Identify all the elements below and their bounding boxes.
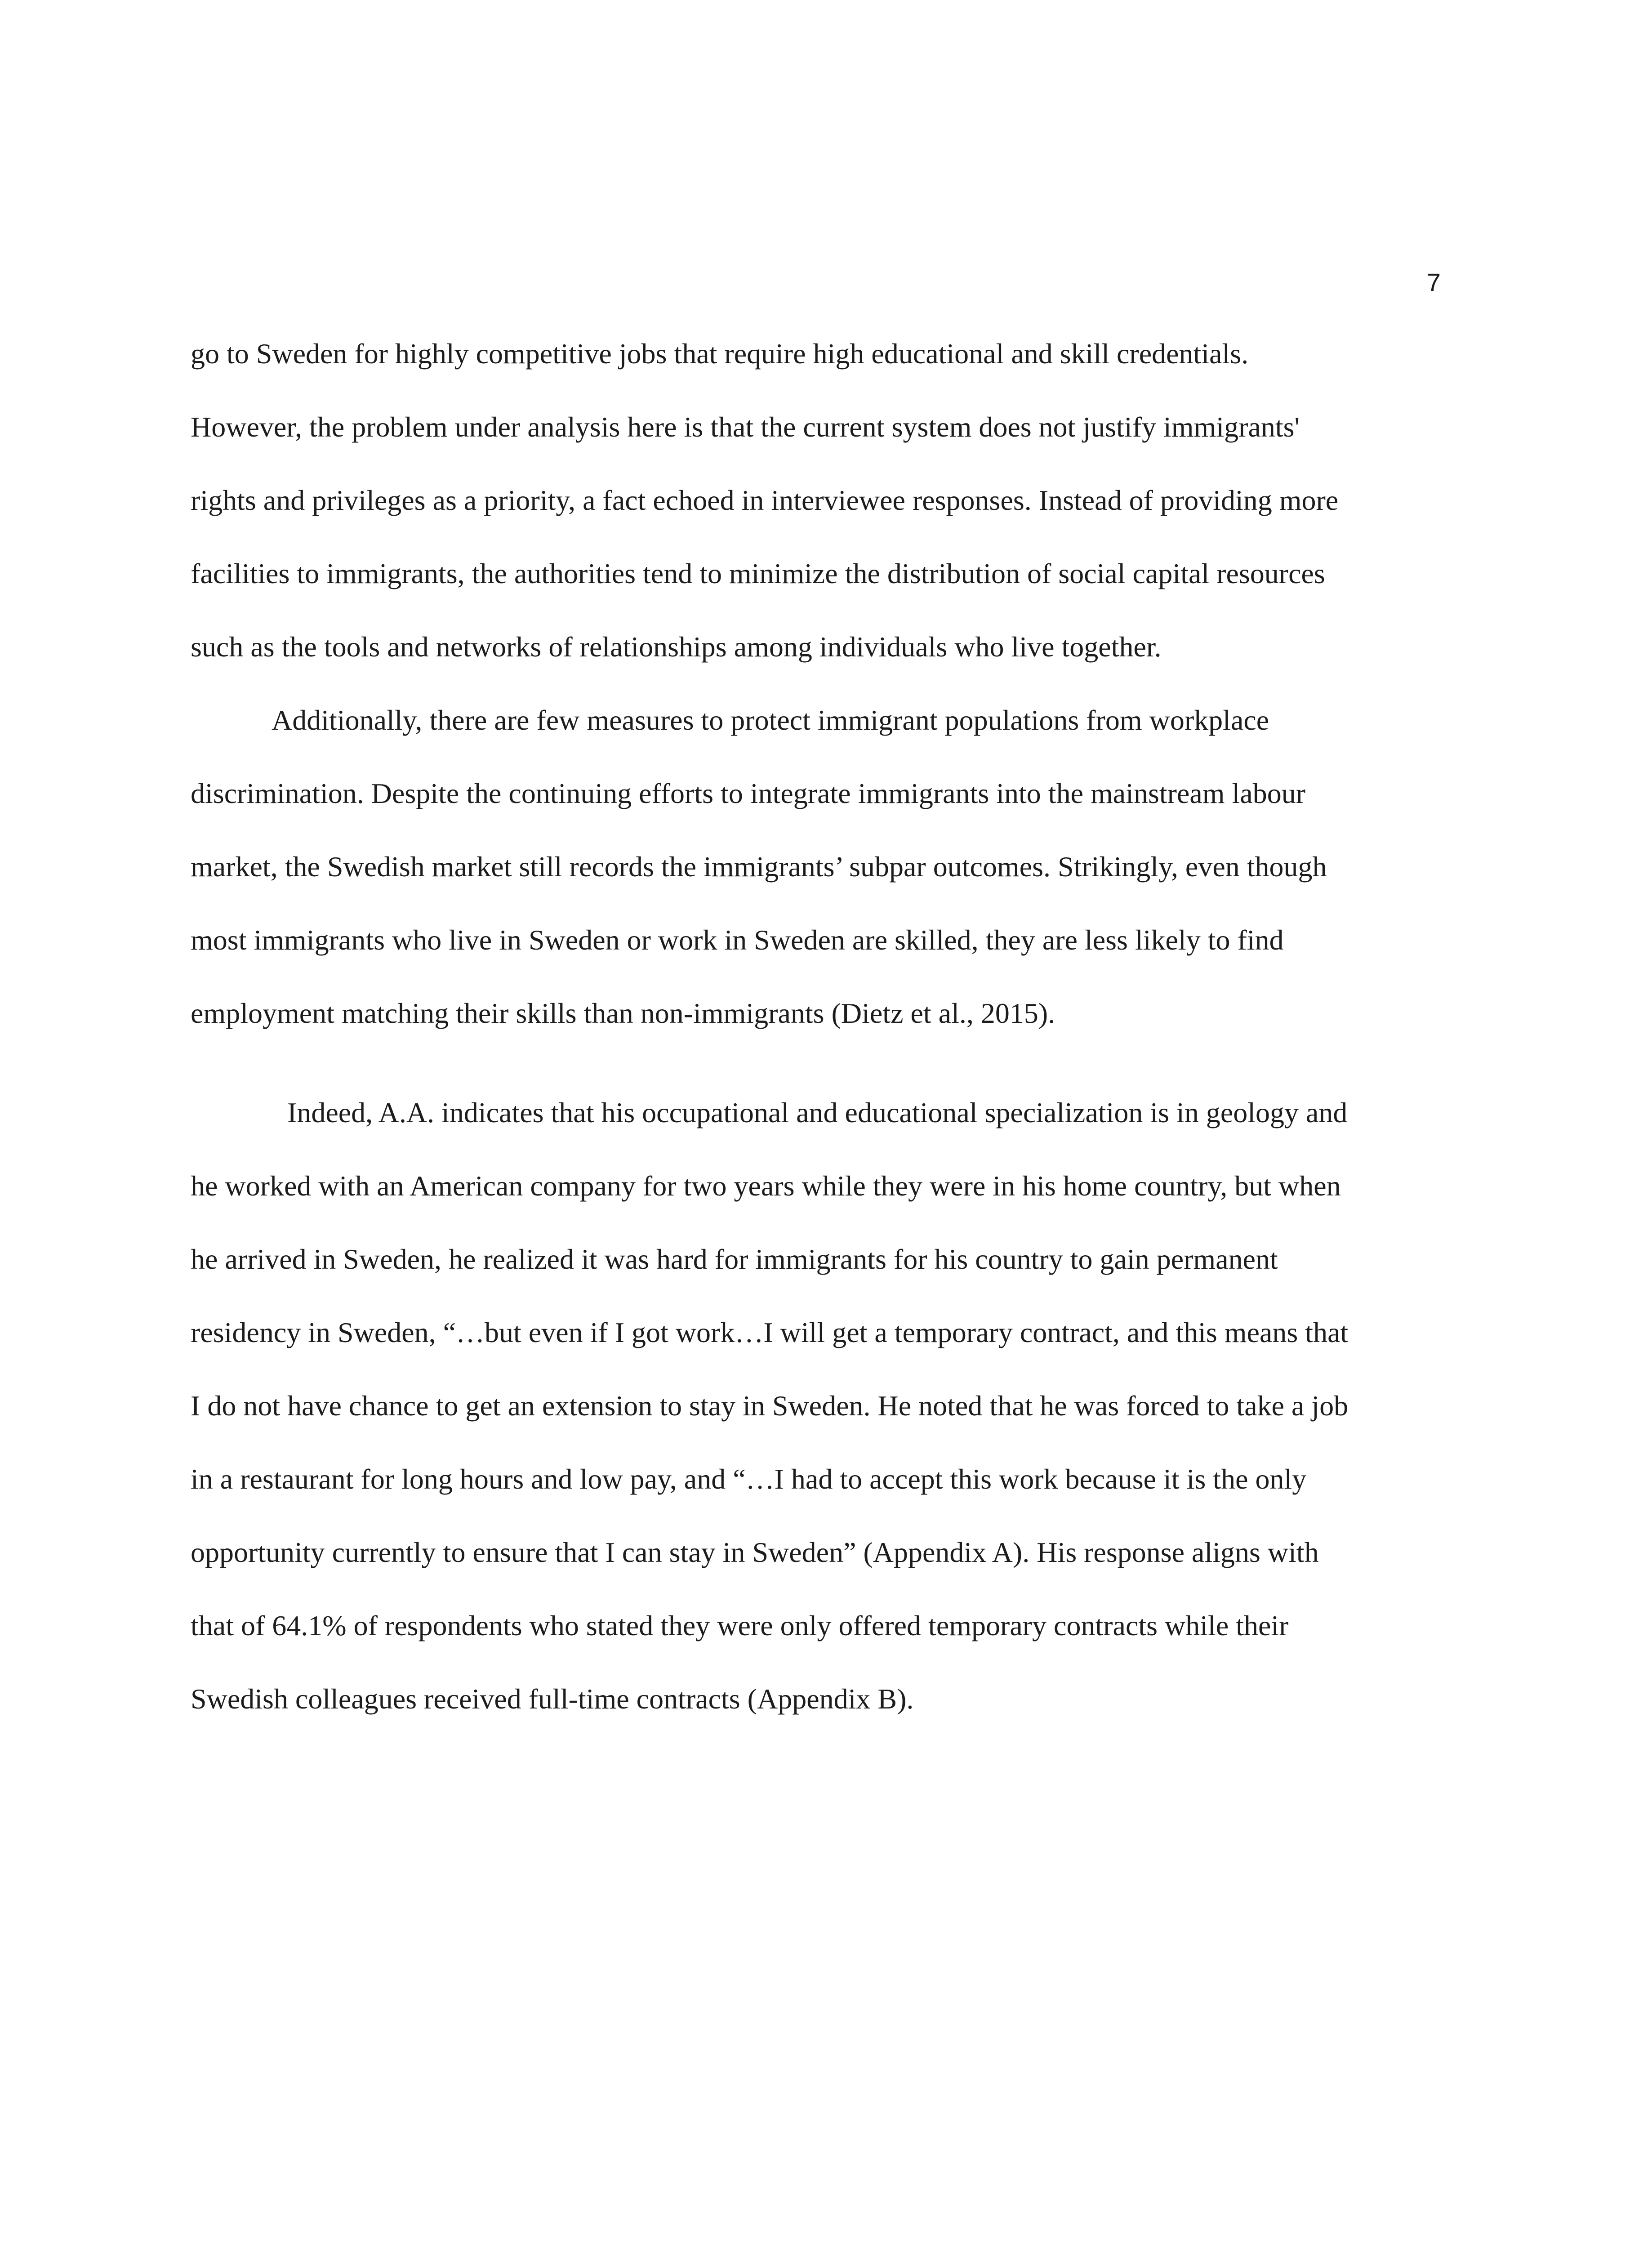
paragraph-line: that of 64.1% of respondents who stated they were only offered temporary contracts while their: [191, 1610, 1289, 1641]
body-text: [191, 317, 1485, 1735]
paragraph-line: go to Sweden for highly competitive jobs that require high educational and skill credentials.: [191, 338, 1249, 370]
paragraph-line: discrimination. Despite the continuing efforts to integrate immigrants into the mainstream labour: [191, 777, 1306, 809]
paragraph-line: market, the Swedish market still records the immigrants’ subpar outcomes. Strikingly, even though: [191, 851, 1327, 883]
paragraph-line: Additionally, there are few measures to protect immigrant populations from workplace: [272, 704, 1269, 736]
paragraph-line: residency in Sweden, “…but even if I got work…I will get a temporary contract, and this means that: [191, 1316, 1349, 1348]
paragraph-line: I do not have chance to get an extension to stay in Sweden. He noted that he was forced to take a job: [191, 1390, 1349, 1422]
paragraph-line: he arrived in Sweden, he realized it was hard for immigrants for his country to gain permanent: [191, 1243, 1278, 1275]
paragraph-line: in a restaurant for long hours and low pay, and “…I had to accept this work because it is the only: [191, 1463, 1307, 1495]
paragraph-line: most immigrants who live in Sweden or work in Sweden are skilled, they are less likely to find: [191, 924, 1284, 956]
paragraph-1: [191, 317, 1485, 683]
paragraph-line: facilities to immigrants, the authorities tend to minimize the distribution of social capital resources: [191, 558, 1325, 589]
paragraph-line: However, the problem under analysis here is that the current system does not justify immigrants': [191, 411, 1300, 443]
paragraph-line: rights and privileges as a priority, a fact echoed in interviewee responses. Instead of providing more: [191, 484, 1339, 516]
paragraph-line: Swedish colleagues received full-time contracts (Appendix B).: [191, 1683, 914, 1715]
paragraph-line: such as the tools and networks of relationships among individuals who live together.: [191, 631, 1162, 663]
paragraph-line: Indeed, A.A. indicates that his occupational and educational specialization is in geology and: [287, 1097, 1348, 1128]
paragraph-3: [191, 1076, 1485, 1735]
page-number: 7: [1426, 268, 1441, 296]
paragraph-line: employment matching their skills than non-immigrants (Dietz et al., 2015).: [191, 997, 1055, 1029]
paragraph-line: opportunity currently to ensure that I can stay in Sweden” (Appendix A). His response aligns with: [191, 1536, 1319, 1568]
paragraph-spacer: [191, 1050, 1485, 1076]
paragraph-2: [191, 683, 1485, 1050]
paragraph-line: he worked with an American company for two years while they were in his home country, but when: [191, 1170, 1341, 1202]
